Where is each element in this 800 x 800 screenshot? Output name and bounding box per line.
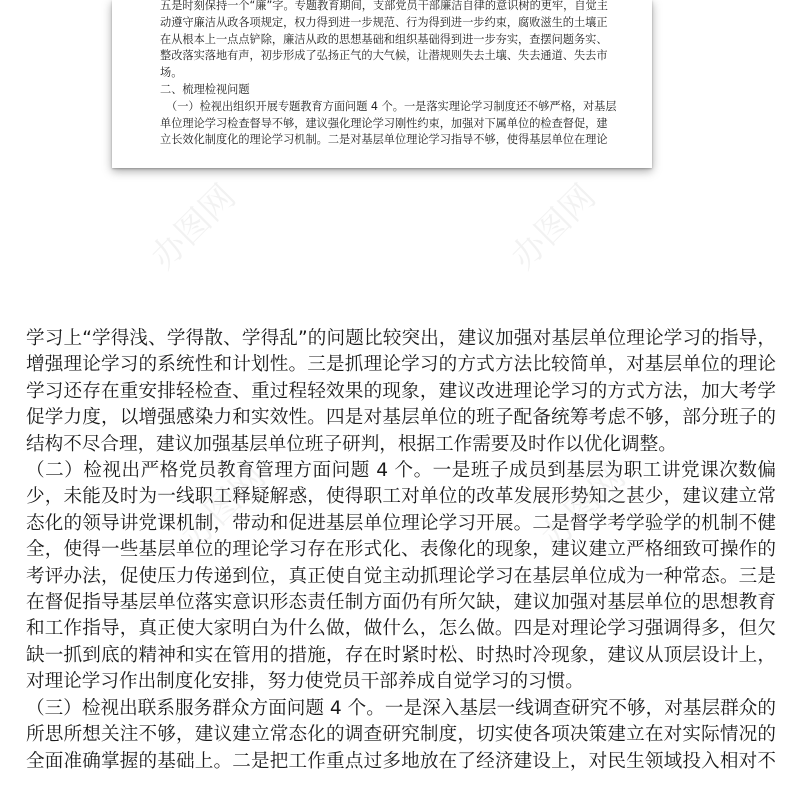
body-line: 少，未能及时为一线职工释疑解惑，使得职工对单位的改革发展形势知之甚少，建议建立常 bbox=[26, 486, 776, 508]
body-line: 对理论学习作出制度化安排，努力使党员干部养成自觉学习的习惯。 bbox=[26, 671, 584, 693]
preview-line: 五是时刻保持一个“廉”字。专题教育期间，支部党员干部廉洁自律的意识树的更牢，自觉主 bbox=[160, 0, 608, 12]
preview-line: 动遵守廉洁从政各项规定，权力得到进一步规范、行为得到进一步约束，腐败滋生的土壤正 bbox=[160, 15, 608, 29]
body-line: 和工作指导，真正使大家明白为什么做，做什么，怎么做。四是对理论学习强调得多，但欠 bbox=[26, 618, 776, 640]
body-line: 所思所想关注不够，建议建立常态化的调查研究制度，切实使各项决策建立在对实际情况的 bbox=[26, 724, 776, 746]
body-line: 结构不尽合理，建议加强基层单位班子研判，根据工作需要及时作以优化调整。 bbox=[26, 433, 677, 455]
body-line: 考评办法，促使压力传递到位，真正使自觉主动抓理论学习在基层单位成为一种常态。三是 bbox=[26, 565, 776, 587]
body-line: 缺一抓到底的精神和实在管用的措施，存在时紧时松、时热时冷现象，建议从顶层设计上， bbox=[26, 644, 776, 666]
body-line: 在督促指导基层单位落实意识形态责任制方面仍有所欠缺，建议加强对基层单位的思想教育 bbox=[26, 592, 776, 614]
preview-line: 立长效化制度化的理论学习机制。二是对基层单位理论学习指导不够，使得基层单位在理论 bbox=[160, 133, 608, 147]
body-line: 学习上“学得浅、学得散、学得乱”的问题比较突出，建议加强对基层单位理论学习的指导， bbox=[26, 328, 776, 349]
body-line: 全，使得一些基层单位的理论学习存在形式化、表像化的现象，建议建立严格细致可操作的 bbox=[26, 539, 776, 561]
document-body bbox=[26, 326, 776, 775]
page-fade bbox=[0, 780, 800, 800]
preview-text bbox=[160, 0, 638, 149]
body-line: 增强理论学习的系统性和计划性。三是抓理论学习的方式方法比较简单，对基层单位的理论 bbox=[26, 354, 776, 376]
body-line: （三）检视出联系服务群众方面问题 4 个。一是深入基层一线调查研究不够，对基层群众的 bbox=[26, 697, 776, 719]
body-line: 全面准确掌握的基础上。二是把工作重点过多地放在了经济建设上，对民生领域投入相对不 bbox=[26, 750, 776, 772]
preview-line: 整改落实落地有声，初步形成了弘扬正气的大气候，让潜规则失去土壤、失去通道、失去市 bbox=[160, 49, 608, 63]
preview-line: 在从根本上一点点铲除，廉洁从政的思想基础和组织基础得到进一步夯实，查摆问题务实、 bbox=[160, 32, 608, 46]
body-line: 态化的领导讲党课机制，带动和促进基层单位理论学习开展。二是督学考学验学的机制不健 bbox=[26, 512, 776, 534]
body-line: （二）检视出严格党员教育管理方面问题 4 个。一是班子成员到基层为职工讲党课次数偏 bbox=[26, 460, 776, 482]
preview-line: （一）检视出组织开展专题教育方面问题 4 个。一是落实理论学习制度还不够严格，对基层 bbox=[166, 99, 617, 113]
document-preview-card[interactable] bbox=[112, 0, 652, 168]
preview-heading: 二、梳理检视问题 bbox=[160, 82, 250, 96]
preview-line: 单位理论学习检查督导不够，建议强化理论学习刚性约束，加强对下属单位的检查督促，建 bbox=[160, 116, 608, 130]
watermark-text: 办图网 bbox=[173, 456, 274, 558]
preview-line: 场。 bbox=[160, 66, 183, 80]
watermark-text: 办图网 bbox=[533, 456, 634, 558]
body-line: 学习还存在重安排轻检查、重过程轻效果的现象，建议改进理论学习的方式方法，加大考学 bbox=[26, 380, 776, 402]
body-line: 促学力度，以增强感染力和实效性。四是对基层单位的班子配备统筹考虑不够，部分班子的 bbox=[26, 407, 776, 429]
